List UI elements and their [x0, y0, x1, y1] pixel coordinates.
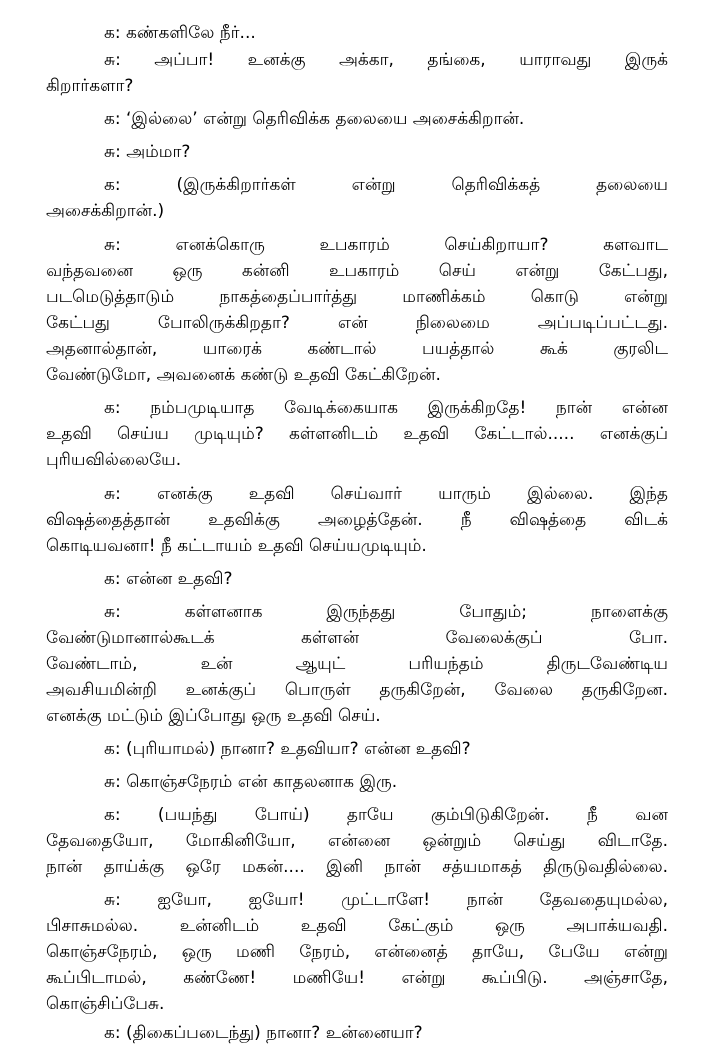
text-line: க: என்ன உதவி?	[104, 569, 233, 589]
text-line: சு: கொஞ்சநேரம் என் காதலனாக இரு.	[104, 772, 398, 792]
text-line: நான் தாய்க்கு ஒரே மகன்.... இனி நான் சத்யமாகத் திருடுவதில்லை.	[46, 857, 668, 877]
text-line: சு: எனக்கு உதவி செய்வார் யாரும் இல்லை. இந்த	[104, 484, 668, 504]
text-line: கூப்பிடாமல், கண்ணே! மணியே! என்று கூப்பிடு. அஞ்சாதே,	[46, 968, 668, 988]
text-line: தேவதையோ, மோகினியோ, என்னை ஒன்றும் செய்து விடாதே.	[46, 831, 668, 851]
text-line: சு: எனக்கொரு உபகாரம் செய்கிறாயா? களவாட	[104, 235, 668, 255]
text-line: சு: அம்மா?	[104, 142, 191, 162]
text-line: க: நம்பமுடியாத வேடிக்கையாக இருக்கிறதே! நான் என்ன	[104, 398, 668, 418]
text-line: எனக்கு மட்டும் இப்போது ஒரு உதவி செய்.	[46, 706, 381, 726]
text-line: அவசியமின்றி உனக்குப் பொருள் தருகிறேன், வேலை தருகிறேன.	[46, 680, 668, 700]
text-line: படமெடுத்தாடும் நாகத்தைப்பார்த்து மாணிக்கம் கொடு என்று	[46, 287, 668, 307]
text-line: உதவி செய்ய முடியும்? கள்ளனிடம் உதவி கேட்டால்..... எனக்குப்	[46, 424, 668, 444]
text-line: கொடியவனா! நீ கட்டாயம் உதவி செய்யமுடியும்.	[46, 536, 427, 556]
text-line: சு: கள்ளனாக இருந்தது போதும்; நாளைக்கு	[104, 602, 668, 622]
text-line: க: கண்களிலே நீர்...	[104, 23, 256, 43]
text-line: கொஞ்சிப்பேசு.	[46, 994, 165, 1014]
text-line: க: (திகைப்படைந்து) நானா? உன்னையா?	[104, 1023, 423, 1043]
text-line: வந்தவனை ஒரு கன்னி உபகாரம் செய் என்று கேட்பது,	[46, 261, 668, 281]
text-line: கிறார்களா?	[46, 76, 134, 96]
text-line: க: (பயந்து போய்) தாயே கும்பிடுகிறேன். நீ வன	[104, 805, 668, 825]
text-line: கேட்பது போலிருக்கிறதா? என் நிலைமை அப்படிப்பட்டது.	[46, 313, 668, 333]
text-line: சு: ஐயோ, ஐயோ! முட்டாளே! நான் தேவதையுமல்ல,	[104, 890, 668, 910]
text-line: புரியவில்லையே.	[46, 450, 182, 470]
text-line: அசைக்கிறான்.)	[46, 201, 165, 221]
text-line: வேண்டுமோ, அவனைக் கண்டு உதவி கேட்கிறேன்.	[46, 365, 441, 385]
text-line: வேண்டாம், உன் ஆயுட் பரியந்தம் திருடவேண்டிய	[46, 654, 668, 674]
text-line: வேண்டுமானால்கூடக் கள்ளன் வேலைக்குப் போ.	[46, 628, 668, 648]
text-line: விஷத்தைத்தான் உதவிக்கு அழைத்தேன். நீ விஷத்தை விடக்	[46, 510, 668, 530]
text-line: க: ‘இல்லை’ என்று தெரிவிக்க தலையை அசைக்கிறான்.	[104, 109, 525, 129]
text-line: கொஞ்சநேரம், ஒரு மணி நேரம், என்னைத் தாயே, பேயே என்று	[46, 942, 668, 962]
text-line: க: (இருக்கிறார்கள் என்று தெரிவிக்கத் தலையை	[104, 175, 668, 195]
text-line: அதனால்தான், யாரைக் கண்டால் பயத்தால் கூக் குரலிட	[46, 339, 668, 359]
text-line: சு: அப்பா! உனக்கு அக்கா, தங்கை, யாராவது இருக்	[104, 50, 668, 70]
text-line: பிசாசுமல்ல. உன்னிடம் உதவி கேட்கும் ஒரு அபாக்யவதி.	[46, 916, 668, 936]
text-line: க: (புரியாமல்) நானா? உதவியா? என்ன உதவி?	[104, 739, 471, 759]
